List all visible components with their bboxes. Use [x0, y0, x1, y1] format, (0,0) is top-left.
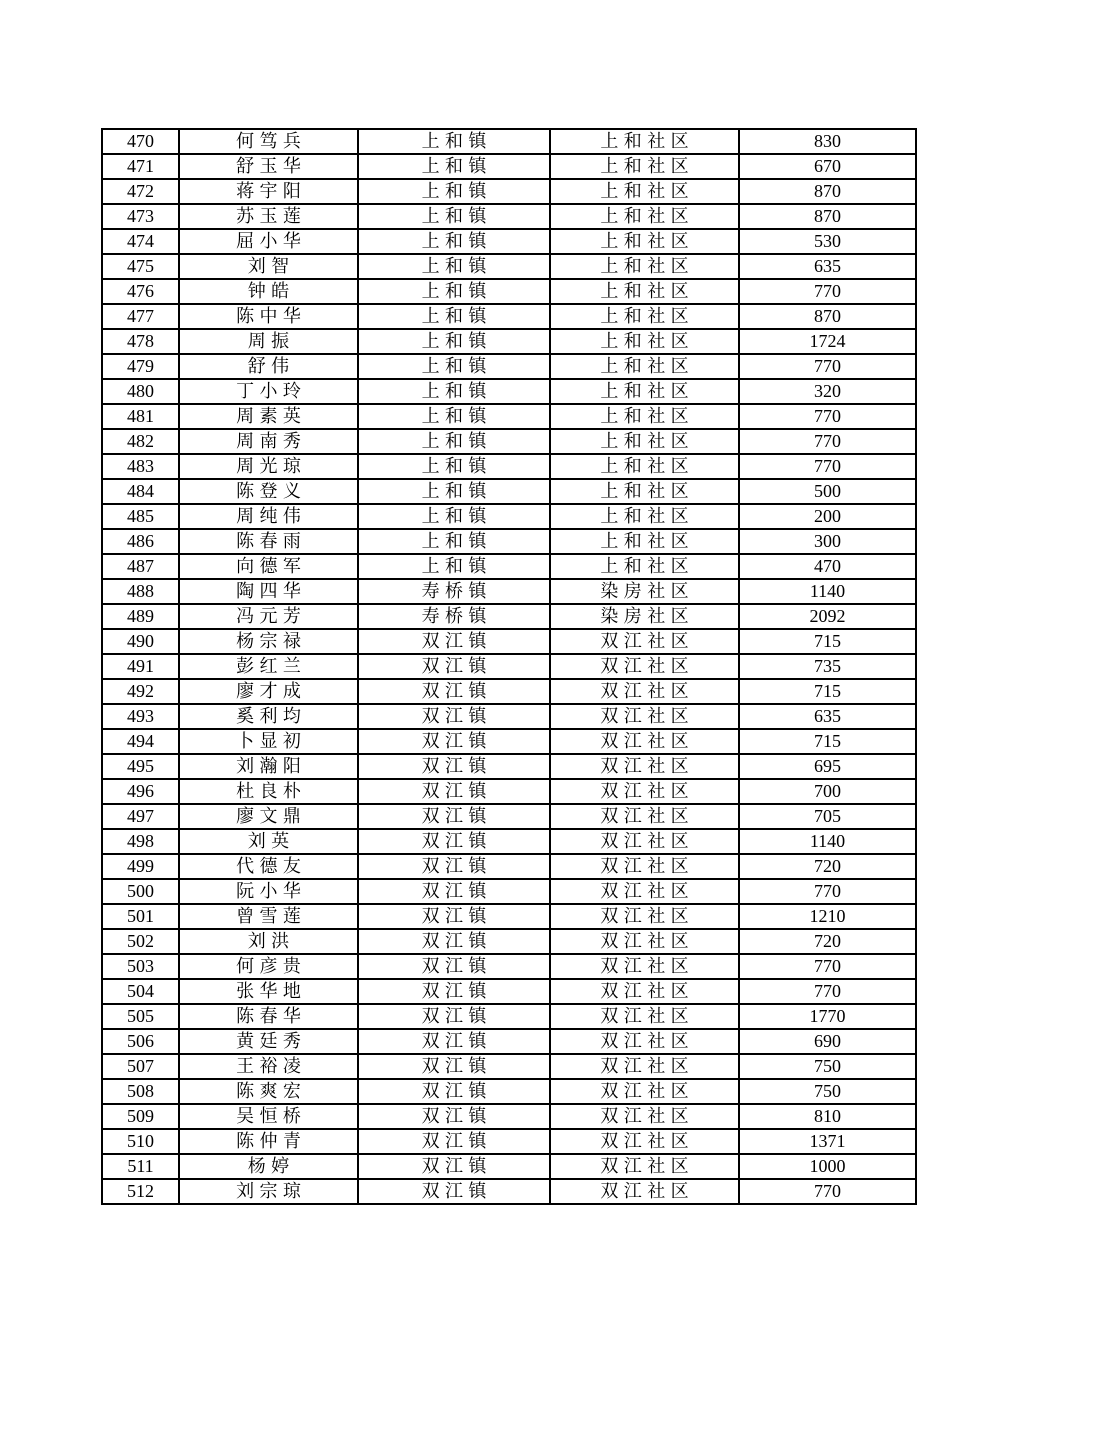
cell-amount: 770: [739, 979, 916, 1004]
cell-community: 双江社区: [550, 629, 739, 654]
cell-index: 480: [102, 379, 179, 404]
cell-name: 周纯伟: [179, 504, 358, 529]
table-row: [102, 129, 916, 154]
cell-town: 上和镇: [358, 154, 550, 179]
cell-index: 493: [102, 704, 179, 729]
cell-index: 486: [102, 529, 179, 554]
table-row: [102, 354, 916, 379]
cell-community: 双江社区: [550, 929, 739, 954]
cell-town: 上和镇: [358, 279, 550, 304]
cell-name: 黄廷秀: [179, 1029, 358, 1054]
cell-name: 廖文鼎: [179, 804, 358, 829]
cell-amount: 750: [739, 1054, 916, 1079]
cell-name: 杜良朴: [179, 779, 358, 804]
cell-town: 上和镇: [358, 529, 550, 554]
cell-index: 479: [102, 354, 179, 379]
cell-amount: 1140: [739, 579, 916, 604]
table-row: [102, 304, 916, 329]
cell-town: 上和镇: [358, 254, 550, 279]
cell-index: 504: [102, 979, 179, 1004]
cell-town: 双江镇: [358, 854, 550, 879]
cell-community: 双江社区: [550, 954, 739, 979]
cell-index: 475: [102, 254, 179, 279]
table-row: [102, 1154, 916, 1179]
cell-name: 陈爽宏: [179, 1079, 358, 1104]
cell-town: 双江镇: [358, 654, 550, 679]
cell-name: 蒋宇阳: [179, 179, 358, 204]
table-row: [102, 1079, 916, 1104]
table-row: [102, 1179, 916, 1204]
cell-community: 双江社区: [550, 1179, 739, 1204]
cell-name: 曾雪莲: [179, 904, 358, 929]
cell-index: 505: [102, 1004, 179, 1029]
table-row: [102, 529, 916, 554]
cell-amount: 470: [739, 554, 916, 579]
cell-town: 上和镇: [358, 129, 550, 154]
cell-name: 廖才成: [179, 679, 358, 704]
cell-town: 上和镇: [358, 229, 550, 254]
cell-community: 双江社区: [550, 754, 739, 779]
cell-town: 双江镇: [358, 779, 550, 804]
table-row: [102, 1004, 916, 1029]
cell-community: 上和社区: [550, 129, 739, 154]
table-row: [102, 779, 916, 804]
cell-community: 染房社区: [550, 604, 739, 629]
cell-amount: 770: [739, 279, 916, 304]
cell-name: 刘宗琼: [179, 1179, 358, 1204]
cell-community: 双江社区: [550, 704, 739, 729]
table-row: [102, 379, 916, 404]
table-row: [102, 854, 916, 879]
cell-town: 上和镇: [358, 379, 550, 404]
table-row: [102, 504, 916, 529]
table-row: [102, 954, 916, 979]
cell-name: 吴恒桥: [179, 1104, 358, 1129]
cell-name: 向德军: [179, 554, 358, 579]
cell-amount: 715: [739, 729, 916, 754]
cell-town: 双江镇: [358, 904, 550, 929]
cell-amount: 690: [739, 1029, 916, 1054]
table-row: [102, 579, 916, 604]
cell-amount: 770: [739, 354, 916, 379]
cell-index: 491: [102, 654, 179, 679]
cell-town: 上和镇: [358, 479, 550, 504]
table-row: [102, 1029, 916, 1054]
cell-index: 499: [102, 854, 179, 879]
table-row: [102, 329, 916, 354]
table-row: [102, 754, 916, 779]
cell-name: 何彦贵: [179, 954, 358, 979]
cell-name: 陶四华: [179, 579, 358, 604]
cell-community: 上和社区: [550, 554, 739, 579]
table-row: [102, 654, 916, 679]
cell-name: 何笃兵: [179, 129, 358, 154]
cell-name: 陈仲青: [179, 1129, 358, 1154]
cell-index: 473: [102, 204, 179, 229]
cell-index: 509: [102, 1104, 179, 1129]
cell-name: 冯元芳: [179, 604, 358, 629]
roster-table-body: [102, 129, 916, 1204]
cell-town: 寿桥镇: [358, 579, 550, 604]
cell-index: 482: [102, 429, 179, 454]
table-row: [102, 554, 916, 579]
cell-index: 485: [102, 504, 179, 529]
cell-index: 507: [102, 1054, 179, 1079]
table-row: [102, 804, 916, 829]
cell-community: 上和社区: [550, 454, 739, 479]
cell-community: 双江社区: [550, 1029, 739, 1054]
cell-name: 周素英: [179, 404, 358, 429]
cell-name: 陈春华: [179, 1004, 358, 1029]
cell-amount: 500: [739, 479, 916, 504]
table-row: [102, 1129, 916, 1154]
cell-name: 卜显初: [179, 729, 358, 754]
cell-town: 双江镇: [358, 829, 550, 854]
table-row: [102, 929, 916, 954]
cell-town: 上和镇: [358, 404, 550, 429]
table-row: [102, 604, 916, 629]
cell-index: 506: [102, 1029, 179, 1054]
cell-community: 上和社区: [550, 179, 739, 204]
cell-town: 双江镇: [358, 1154, 550, 1179]
cell-index: 487: [102, 554, 179, 579]
cell-town: 双江镇: [358, 754, 550, 779]
table-row: [102, 829, 916, 854]
cell-amount: 810: [739, 1104, 916, 1129]
cell-town: 上和镇: [358, 554, 550, 579]
cell-community: 上和社区: [550, 404, 739, 429]
cell-name: 苏玉莲: [179, 204, 358, 229]
cell-community: 双江社区: [550, 1079, 739, 1104]
cell-amount: 635: [739, 704, 916, 729]
cell-amount: 830: [739, 129, 916, 154]
table-row: [102, 1054, 916, 1079]
cell-amount: 750: [739, 1079, 916, 1104]
cell-amount: 1770: [739, 1004, 916, 1029]
cell-index: 478: [102, 329, 179, 354]
cell-amount: 870: [739, 179, 916, 204]
table-row: [102, 154, 916, 179]
cell-community: 上和社区: [550, 354, 739, 379]
cell-index: 508: [102, 1079, 179, 1104]
cell-index: 512: [102, 1179, 179, 1204]
cell-town: 上和镇: [358, 304, 550, 329]
cell-town: 上和镇: [358, 179, 550, 204]
cell-amount: 1000: [739, 1154, 916, 1179]
cell-community: 双江社区: [550, 1154, 739, 1179]
cell-name: 刘智: [179, 254, 358, 279]
table-row: [102, 1104, 916, 1129]
cell-community: 上和社区: [550, 154, 739, 179]
cell-name: 彭红兰: [179, 654, 358, 679]
cell-town: 双江镇: [358, 679, 550, 704]
cell-amount: 300: [739, 529, 916, 554]
cell-amount: 735: [739, 654, 916, 679]
cell-amount: 770: [739, 404, 916, 429]
cell-community: 上和社区: [550, 204, 739, 229]
cell-community: 上和社区: [550, 429, 739, 454]
cell-amount: 695: [739, 754, 916, 779]
cell-name: 杨宗禄: [179, 629, 358, 654]
cell-amount: 1210: [739, 904, 916, 929]
cell-name: 屈小华: [179, 229, 358, 254]
cell-name: 周光琼: [179, 454, 358, 479]
cell-amount: 1140: [739, 829, 916, 854]
cell-index: 503: [102, 954, 179, 979]
cell-community: 双江社区: [550, 854, 739, 879]
table-row: [102, 979, 916, 1004]
cell-index: 511: [102, 1154, 179, 1179]
cell-town: 双江镇: [358, 879, 550, 904]
cell-amount: 1371: [739, 1129, 916, 1154]
cell-community: 上和社区: [550, 279, 739, 304]
cell-index: 502: [102, 929, 179, 954]
cell-index: 474: [102, 229, 179, 254]
table-row: [102, 279, 916, 304]
cell-community: 双江社区: [550, 829, 739, 854]
table-row: [102, 404, 916, 429]
cell-index: 472: [102, 179, 179, 204]
cell-community: 上和社区: [550, 479, 739, 504]
cell-index: 497: [102, 804, 179, 829]
table-row: [102, 679, 916, 704]
cell-community: 双江社区: [550, 879, 739, 904]
cell-index: 494: [102, 729, 179, 754]
roster-table: [101, 128, 917, 1205]
cell-town: 双江镇: [358, 1079, 550, 1104]
cell-name: 阮小华: [179, 879, 358, 904]
cell-town: 双江镇: [358, 954, 550, 979]
table-row: [102, 454, 916, 479]
cell-index: 490: [102, 629, 179, 654]
cell-amount: 870: [739, 204, 916, 229]
cell-town: 双江镇: [358, 929, 550, 954]
cell-name: 杨婷: [179, 1154, 358, 1179]
cell-name: 张华地: [179, 979, 358, 1004]
cell-town: 上和镇: [358, 429, 550, 454]
cell-community: 双江社区: [550, 1004, 739, 1029]
cell-town: 双江镇: [358, 1029, 550, 1054]
cell-index: 501: [102, 904, 179, 929]
cell-amount: 770: [739, 954, 916, 979]
cell-town: 上和镇: [358, 329, 550, 354]
cell-amount: 670: [739, 154, 916, 179]
cell-amount: 200: [739, 504, 916, 529]
table-row: [102, 229, 916, 254]
table-row: [102, 904, 916, 929]
cell-town: 双江镇: [358, 804, 550, 829]
cell-amount: 870: [739, 304, 916, 329]
cell-index: 500: [102, 879, 179, 904]
table-row: [102, 204, 916, 229]
cell-community: 上和社区: [550, 504, 739, 529]
cell-town: 双江镇: [358, 1129, 550, 1154]
cell-name: 刘瀚阳: [179, 754, 358, 779]
cell-amount: 2092: [739, 604, 916, 629]
cell-town: 上和镇: [358, 204, 550, 229]
cell-community: 上和社区: [550, 304, 739, 329]
cell-community: 上和社区: [550, 529, 739, 554]
cell-town: 双江镇: [358, 1054, 550, 1079]
cell-community: 双江社区: [550, 654, 739, 679]
cell-amount: 770: [739, 454, 916, 479]
cell-town: 寿桥镇: [358, 604, 550, 629]
cell-name: 周南秀: [179, 429, 358, 454]
cell-index: 488: [102, 579, 179, 604]
cell-name: 钟皓: [179, 279, 358, 304]
cell-index: 495: [102, 754, 179, 779]
cell-community: 双江社区: [550, 779, 739, 804]
table-row: [102, 879, 916, 904]
cell-name: 陈登义: [179, 479, 358, 504]
cell-town: 上和镇: [358, 354, 550, 379]
cell-community: 染房社区: [550, 579, 739, 604]
cell-community: 双江社区: [550, 979, 739, 1004]
cell-name: 丁小玲: [179, 379, 358, 404]
table-row: [102, 479, 916, 504]
cell-community: 双江社区: [550, 1129, 739, 1154]
cell-amount: 720: [739, 854, 916, 879]
cell-amount: 770: [739, 429, 916, 454]
cell-amount: 715: [739, 629, 916, 654]
cell-name: 舒伟: [179, 354, 358, 379]
cell-amount: 700: [739, 779, 916, 804]
cell-name: 奚利均: [179, 704, 358, 729]
cell-name: 陈中华: [179, 304, 358, 329]
cell-community: 双江社区: [550, 1104, 739, 1129]
cell-index: 470: [102, 129, 179, 154]
cell-name: 王裕凌: [179, 1054, 358, 1079]
cell-index: 481: [102, 404, 179, 429]
cell-name: 刘洪: [179, 929, 358, 954]
cell-community: 上和社区: [550, 379, 739, 404]
cell-name: 周振: [179, 329, 358, 354]
cell-community: 双江社区: [550, 1054, 739, 1079]
cell-amount: 635: [739, 254, 916, 279]
cell-index: 510: [102, 1129, 179, 1154]
cell-amount: 1724: [739, 329, 916, 354]
cell-name: 代德友: [179, 854, 358, 879]
cell-amount: 530: [739, 229, 916, 254]
cell-amount: 705: [739, 804, 916, 829]
table-row: [102, 629, 916, 654]
cell-town: 上和镇: [358, 504, 550, 529]
table-row: [102, 729, 916, 754]
cell-town: 双江镇: [358, 1104, 550, 1129]
cell-town: 双江镇: [358, 979, 550, 1004]
table-row: [102, 179, 916, 204]
cell-amount: 320: [739, 379, 916, 404]
cell-amount: 770: [739, 879, 916, 904]
cell-index: 471: [102, 154, 179, 179]
cell-town: 双江镇: [358, 1004, 550, 1029]
cell-name: 陈春雨: [179, 529, 358, 554]
cell-name: 刘英: [179, 829, 358, 854]
cell-index: 489: [102, 604, 179, 629]
cell-index: 477: [102, 304, 179, 329]
cell-town: 双江镇: [358, 729, 550, 754]
cell-index: 483: [102, 454, 179, 479]
cell-community: 上和社区: [550, 229, 739, 254]
cell-index: 496: [102, 779, 179, 804]
table-row: [102, 429, 916, 454]
cell-name: 舒玉华: [179, 154, 358, 179]
cell-amount: 720: [739, 929, 916, 954]
cell-town: 双江镇: [358, 1179, 550, 1204]
cell-index: 498: [102, 829, 179, 854]
cell-community: 双江社区: [550, 804, 739, 829]
table-row: [102, 704, 916, 729]
cell-community: 双江社区: [550, 729, 739, 754]
cell-town: 上和镇: [358, 454, 550, 479]
cell-index: 484: [102, 479, 179, 504]
cell-amount: 770: [739, 1179, 916, 1204]
table-row: [102, 254, 916, 279]
cell-community: 上和社区: [550, 329, 739, 354]
cell-town: 双江镇: [358, 704, 550, 729]
cell-index: 476: [102, 279, 179, 304]
cell-community: 上和社区: [550, 254, 739, 279]
cell-amount: 715: [739, 679, 916, 704]
cell-town: 双江镇: [358, 629, 550, 654]
cell-index: 492: [102, 679, 179, 704]
cell-community: 双江社区: [550, 904, 739, 929]
cell-community: 双江社区: [550, 679, 739, 704]
